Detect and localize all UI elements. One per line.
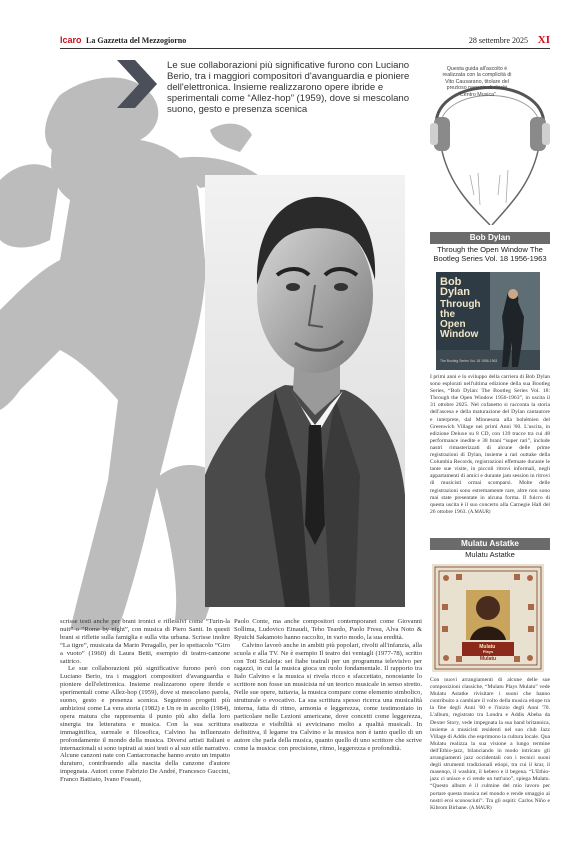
sidebar-heading-bob-dylan: Bob Dylan bbox=[430, 232, 550, 244]
cover-subtitle-text: The Bootleg Series Vol. 18 1956-1963 bbox=[440, 359, 498, 363]
article-paragraph: Calvino lavorò anche in ambiti più popolari, rivolti all'infanzia, alla scuola e alla TV. Ne è esempio Il teatro dei ventagli (1977-78), scritto con Toti Scialoja: sei fiabe teatrali per un programma televisivo per ragazzi, in cui la musica gioca un ruolo fondamentale. Il rapporto tra Italo Calvino e la musica si rivela ricco e sfaccettato, nonostante lo scrittore non fosse un musicista né un teorico musicale in senso stretto. Nelle sue opere, tuttavia, la musica compare come elemento simbolico, strutturale o evocativo. La sua scrittura spesso ricerca una musicalità interna, fatta di ritmo, armonia e leggerezza, come testimoniato in particolare nelle Lezioni americane, dove concetti come leggerezza, esattezza e visibilità si avvicinano molto a qualità musicali. In definitiva, il legame tra Calvino e la musica non è tanto quello di un autore che parla della musica, quanto quello di uno scrittore che scrive come la musica: con precisione, ritmo, leggerezza e profondità. bbox=[234, 641, 422, 752]
sidebar-heading-mulatu: Mulatu Astatke bbox=[430, 538, 550, 550]
cover-title-text: Mulatu Plays bbox=[479, 644, 496, 654]
author-portrait-photo bbox=[205, 175, 405, 607]
review-signature: (A.MAUR) bbox=[469, 805, 492, 811]
review-text: I primi anni e lo sviluppo della carriera di Bob Dylan sono esplorati nell'ultima edizione della sua Bootleg Series, “Bob Dylan: The Bootleg Series Vol. 18: Through the Open Window 1956-1963”, in uscita il 31 ottobre 2025. Nel cofanetto si racconta la storia dell'ascesa e della maturazione del Dylan cantautore e interprete, dal Minnesota alla bohémien del Greenwich Village nei primi Anni '60. L'uscita, in edizione Deluxe su 8 CD, con 139 tracce tra cui 48 performance inedite e 38 brani “super rari”, include nastri rimasterizzati di alcune delle prime registrazioni di Dylan, insieme a rari outtake della Columbia Records, registrazioni effettuate durante le tante sue visite, in piccoli ritrovi informali, negli appartamenti di amici e durante jam session in ritrovi di musicisti ormai scomparsi. Molte delle registrazioni sono estremamente rare, altre non sono mai state presentate in alcuna forma. Il fulcro di questa uscita è il suo concerto alla Carnegie Hall del 26 ottobre 1963. bbox=[430, 374, 550, 515]
article-column-1 bbox=[60, 618, 230, 784]
review-text: Con nuovi arrangiamenti di alcune delle sue composizioni classiche, “Mulatu Plays Mulatu” vede Mulatu Astatke rivisitare i suoni che hanno contribuito a cambiare il volto della musica etiope tra la fine degli Anni '60 e l'inizio degli Anni '70. L'album, registrato tra Londra e Addis Abeba da Dexter Story, vede impegnata la sua band britannica, insieme a musicisti residenti nel suo club Jazz Village di Addis che esprimono la cultura locale. Qua Mulatu realizza la sua visione a lungo termine dell'Ethio-jazz, bilanciando in modo intricato gli arrangiamenti jazz occidentali con i tecnici suoni degli strumenti tradizionali etiopi, tra cui il krar, il masenqo, il washint, il kebero e il begena. “L'Ethio-jazz ci unisce e ci rende un tutt'uno”, spiega Mulatu. “Questo album è il culmine del mio lavoro per portare questa musica nel mondo e rende omaggio ai nostri eroi sconosciuti”. Tra gli ospiti: Carlos Niño e Kibrom Birhane. bbox=[430, 677, 550, 811]
newspaper-name: La Gazzetta del Mezzogiorno bbox=[86, 36, 187, 45]
album-cover-mulatu bbox=[432, 564, 544, 672]
album-cover-bob-dylan bbox=[436, 272, 540, 370]
cover-title-text-bottom: Mulatu bbox=[479, 656, 497, 662]
listening-guide-note: Questa guida all'ascolto è realizzata con la complicità di Vito Causarano, titolare del prezioso negozio di dischi “Centro Musica” bbox=[442, 66, 512, 98]
issue-date: 28 settembre 2025 bbox=[468, 36, 528, 45]
article-paragraph: Le sue collaborazioni più significative furono però con Luciano Berio, tra i maggiori compositori d'avanguardia e pioniere dell'elettronica. Insieme realizzarono opere ibride e sperimentali come Allez-hop (1959), dove si mescolano parola, suono, gesto e presenza scenica. Seguirono progetti più ambiziosi come La vera storia (1982) e Un re in ascolto (1984), opera matura che rappresenta il punto più alto della loro sinergia tra letteratura e musica. Con la sua scrittura immaginifica, surreale e filosofica, Calvino ha influenzato profondamente il mondo della musica. Diversi artisti italiani e internazionali si sono ispirati ai suoi testi o al suo stile narrativo. Alcune canzoni nate con Cantacronache hanno avuto un impatto duraturo, contribuendo alla nascita della canzone d'autore impegnata. Autori come Fabrizio De André, Francesco Guccini, Franco Battiato, Ivano Fossati, bbox=[60, 665, 230, 784]
cover-title-text: Bob Dylan Through the Open Window bbox=[440, 276, 481, 340]
section-name: Icaro bbox=[60, 35, 82, 45]
article-paragraph: scrisse testi anche per brani ironici e riflessivi come “Turin-la nuit” o “Rome by night”, con musica di Piero Santi. In questi brani si riflette sulla famiglia e sulla vita urbana. Scrisse inoltre “La tigre”, musicata da Mario Peragallo, per lo spettacolo “Giro a vuoto” (1960) di Laura Betti, esempio di teatro-canzone satirico. bbox=[60, 618, 230, 665]
review-mulatu bbox=[430, 677, 550, 812]
page-number: XI bbox=[537, 34, 550, 46]
newspaper-brand bbox=[60, 35, 186, 45]
album-title-bob-dylan: Through the Open Window The Bootleg Series Vol. 18 1956-1963 bbox=[433, 245, 547, 263]
pull-quote: Le sue collaborazioni più significative furono con Luciano Berio, tra i maggiori compositori d'avanguardia e pioniere dell'elettronica. Insieme realizzarono opere ibride e sperimentali come “Allez-hop” (1959), dove si mescolano suono, gesto e presenza scenica bbox=[167, 60, 410, 115]
album-title-mulatu: Mulatu Astatke bbox=[465, 550, 515, 559]
review-signature: (A.MAUR) bbox=[468, 509, 491, 515]
page-header bbox=[60, 35, 550, 49]
article-paragraph: Paolo Conte, ma anche compositori contemporanei come Giovanni Sollima, Ludovico Einaudi, Teho Teardo, Paolo Fresu, Alva Noto & Ryuichi Sakamoto hanno raccolto, in vario modo, la sua eredità. bbox=[234, 618, 422, 641]
chevron-right-icon bbox=[117, 60, 157, 108]
review-bob-dylan bbox=[430, 374, 550, 516]
article-column-2 bbox=[234, 618, 422, 752]
